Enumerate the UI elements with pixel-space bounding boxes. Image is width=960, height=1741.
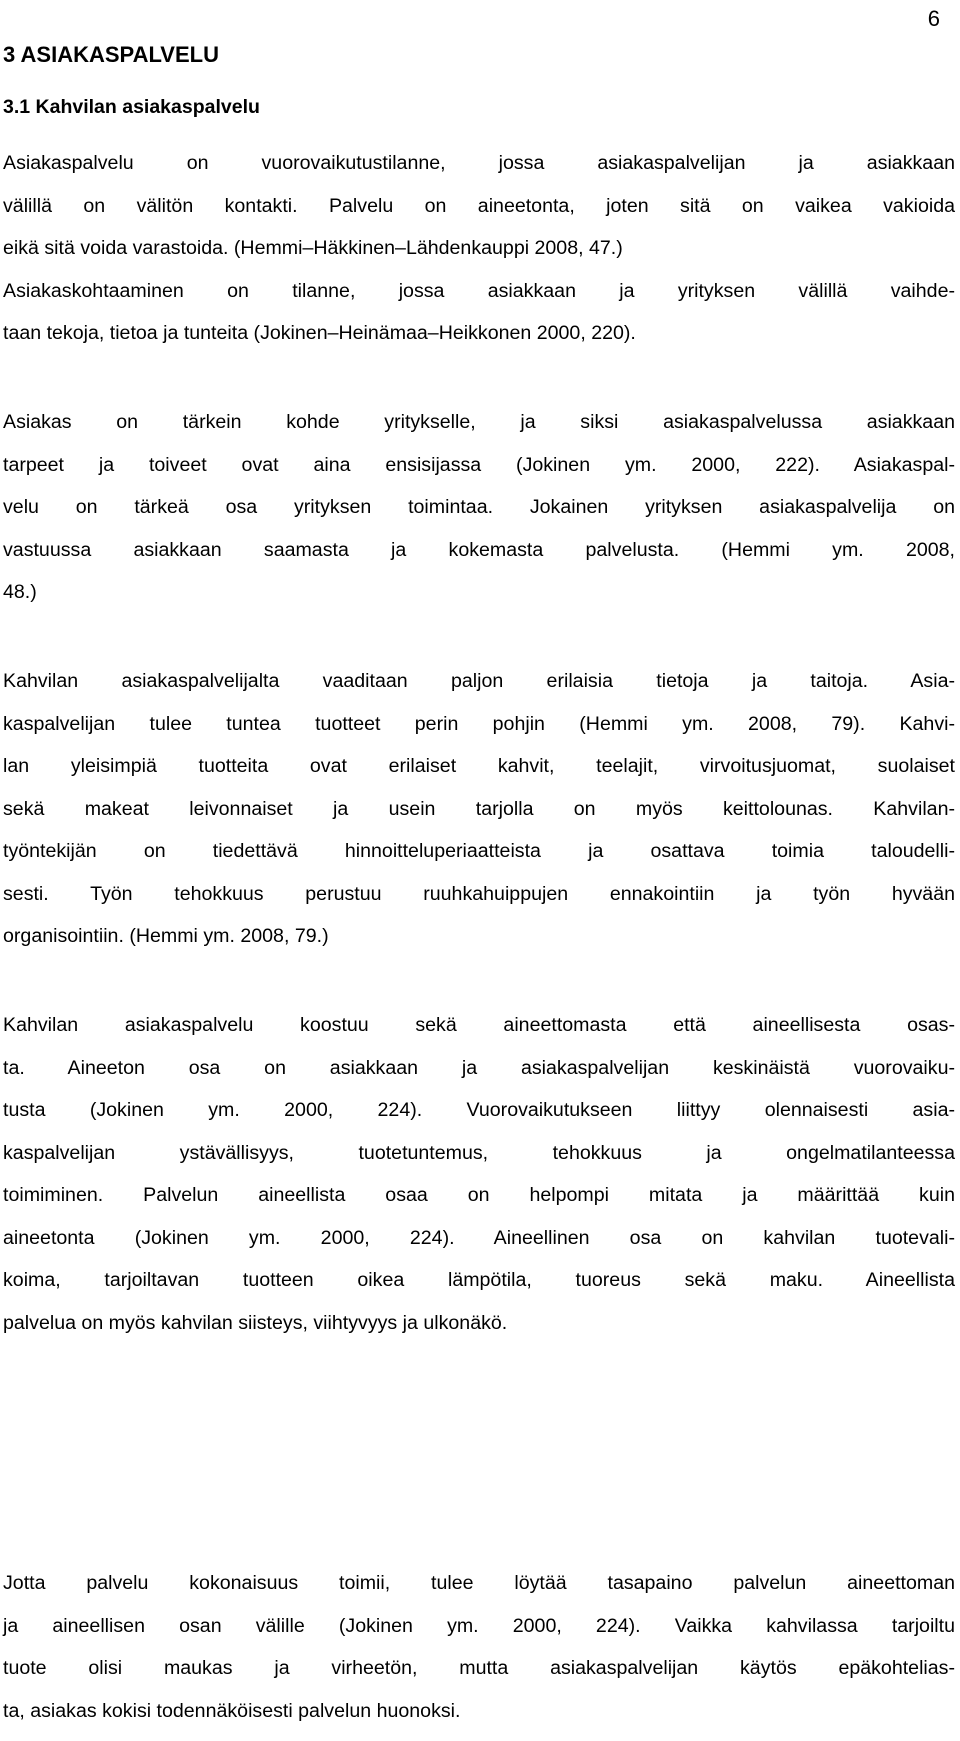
paragraph-2: [3, 401, 955, 614]
text-line: kaspalvelijan tulee tuntea tuotteet perin pohjin (Hemmi ym. 2008, 79). Kahvi-: [3, 712, 955, 735]
text-line: välillä on välitön kontakti. Palvelu on aineetonta, joten sitä on vaikea vakioida: [3, 194, 955, 217]
text-line: sekä makeat leivonnaiset ja usein tarjolla on myös keittolounas. Kahvilan-: [3, 797, 955, 820]
text-line: tusta (Jokinen ym. 2000, 224). Vuorovaikutukseen liittyy olennaisesti asia-: [3, 1099, 955, 1121]
text-line: ta, asiakas kokisi todennäköisesti palvelun huonoksi.: [3, 1699, 461, 1722]
text-line: eikä sitä voida varastoida. (Hemmi–Häkkinen–Lähdenkauppi 2008, 47.): [3, 237, 623, 259]
text-line: 48.): [3, 581, 37, 603]
text-line: työntekijän on tiedettävä hinnoitteluperiaatteista ja osattava toimia taloudelli-: [3, 840, 955, 862]
text-line: toimiminen. Palvelun aineellista osaa on helpompi mitata ja määrittää kuin: [3, 1184, 955, 1206]
text-line: organisointiin. (Hemmi ym. 2008, 79.): [3, 925, 329, 947]
text-line: Asiakas on tärkein kohde yritykselle, ja siksi asiakaspalvelussa asiakkaan: [3, 411, 955, 433]
text-line: koima, tarjoiltavan tuotteen oikea lämpötila, tuoreus sekä maku. Aineellista: [3, 1269, 955, 1291]
paragraph-3: [3, 660, 955, 958]
text-line: taan tekoja, tietoa ja tunteita (Jokinen–Heinämaa–Heikkonen 2000, 220).: [3, 322, 636, 344]
text-line: Asiakaskohtaaminen on tilanne, jossa asiakkaan ja yrityksen välillä vaihde-: [3, 279, 955, 302]
text-line: tarpeet ja toiveet ovat aina ensisijassa (Jokinen ym. 2000, 222). Asiakaspal-: [3, 453, 955, 476]
paragraph-4: [3, 1004, 955, 1344]
page-number: 6: [927, 6, 940, 31]
chapter-heading: 3 ASIAKASPALVELU: [3, 42, 219, 67]
text-line: ta. Aineeton osa on asiakkaan ja asiakaspalvelijan keskinäistä vuorovaiku-: [3, 1056, 955, 1079]
text-line: sesti. Työn tehokkuus perustuu ruuhkahuippujen ennakointiin ja työn hyvään: [3, 882, 955, 905]
text-line: palvelua on myös kahvilan siisteys, viihtyvyys ja ulkonäkö.: [3, 1311, 508, 1334]
text-line: vastuussa asiakkaan saamasta ja kokemasta palvelusta. (Hemmi ym. 2008,: [3, 538, 955, 561]
text-line: aineetonta (Jokinen ym. 2000, 224). Aineellinen osa on kahvilan tuotevali-: [3, 1226, 955, 1249]
text-line: Jotta palvelu kokonaisuus toimii, tulee löytää tasapaino palvelun aineettoman: [3, 1572, 955, 1594]
section-heading: 3.1 Kahvilan asiakaspalvelu: [3, 96, 260, 118]
paragraph-5: [3, 1562, 955, 1732]
text-line: Asiakaspalvelu on vuorovaikutustilanne, jossa asiakaspalvelijan ja asiakkaan: [3, 152, 955, 174]
text-line: lan yleisimpiä tuotteita ovat erilaiset kahvit, teelajit, virvoitusjuomat, suolaiset: [3, 755, 955, 777]
text-line: kaspalvelijan ystävällisyys, tuotetuntemus, tehokkuus ja ongelmatilanteessa: [3, 1141, 955, 1164]
text-line: Kahvilan asiakaspalvelu koostuu sekä aineettomasta että aineellisesta osas-: [3, 1014, 955, 1036]
text-line: Kahvilan asiakaspalvelijalta vaaditaan paljon erilaisia tietoja ja taitoja. Asia-: [3, 670, 955, 692]
text-line: ja aineellisen osan välille (Jokinen ym. 2000, 224). Vaikka kahvilassa tarjoiltu: [3, 1614, 955, 1637]
text-line: velu on tärkeä osa yrityksen toimintaa. Jokainen yrityksen asiakaspalvelija on: [3, 496, 955, 518]
paragraph-1: [3, 142, 955, 355]
text-line: tuote olisi maukas ja virheetön, mutta asiakaspalvelijan käytös epäkohtelias-: [3, 1657, 955, 1679]
